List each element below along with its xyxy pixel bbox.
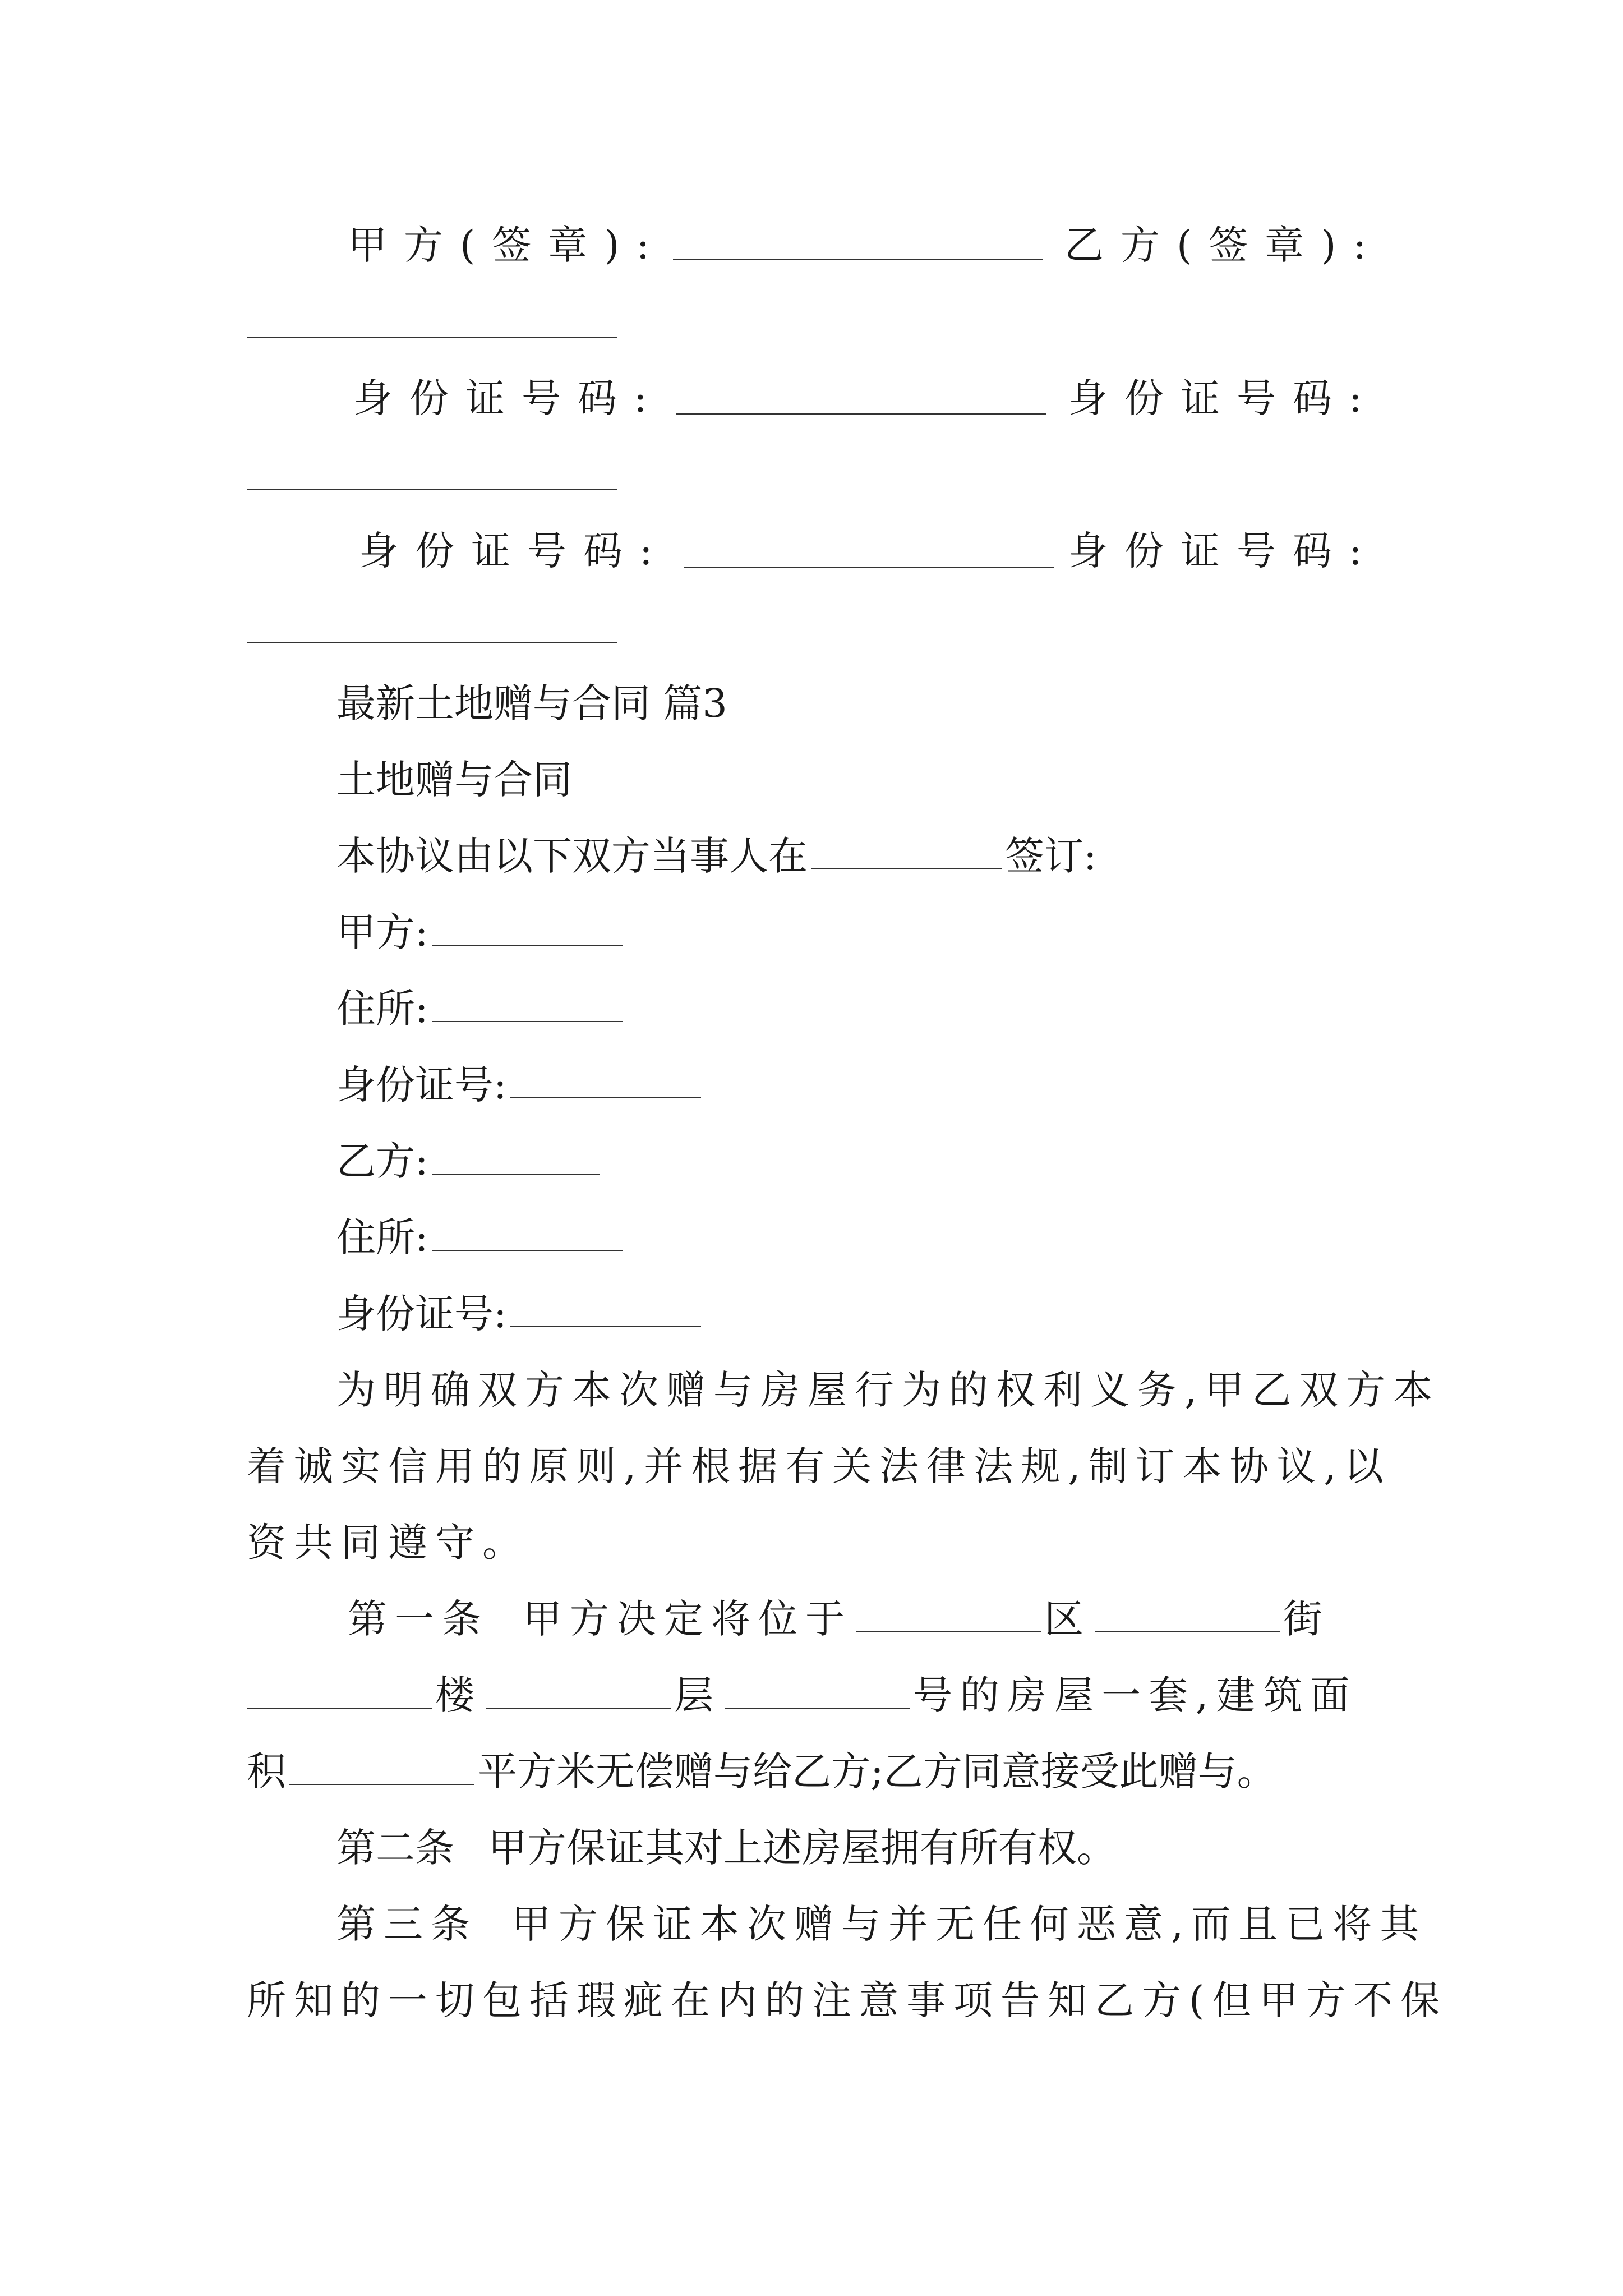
- id-blank-4: [247, 642, 617, 643]
- party-b-line: [336, 1133, 603, 1189]
- party-a-sign-label: 甲方(签章):: [348, 222, 667, 268]
- party-a-idno-label: 身份证号:: [336, 1062, 507, 1108]
- district-blank: [856, 1594, 1041, 1632]
- signing-place-blank: [811, 831, 1002, 869]
- party-a-id-line: [353, 370, 664, 426]
- party-a-address-blank: [432, 984, 623, 1022]
- party-b-address-line: [336, 1209, 626, 1266]
- party-a-address-line: [336, 981, 626, 1037]
- article1-part1: 甲方决定将位于: [523, 1596, 852, 1642]
- article2-line: [336, 1820, 1116, 1876]
- floor-blank: [725, 1671, 910, 1709]
- lane-blank: [247, 1671, 432, 1709]
- preamble-line-1: 为明确双方本次赠与房屋行为的权利义务,甲乙双方本: [336, 1367, 1441, 1413]
- party-b-signature-blank: [247, 337, 617, 338]
- id-label-3: 身份证号码:: [359, 528, 670, 574]
- building-blank: [486, 1671, 671, 1709]
- party-b-blank: [432, 1137, 600, 1175]
- article1-part2: 号的房屋一套,建筑面: [913, 1672, 1358, 1718]
- party-b-address-label: 住所:: [336, 1214, 428, 1260]
- area-prefix: 积: [247, 1749, 286, 1795]
- intro-suffix: 签订:: [1005, 833, 1097, 879]
- preamble-line-3: 资共同遵守。: [247, 1520, 529, 1566]
- party-a-label: 甲方:: [336, 909, 428, 955]
- party-a-signature-line: [348, 217, 666, 273]
- area-blank: [289, 1747, 474, 1785]
- article2-text: 甲方保证其对上述房屋拥有所有权。: [488, 1825, 1116, 1871]
- party-b-id-blank: [247, 489, 617, 490]
- party-b-address-blank: [432, 1213, 623, 1251]
- contract-title: 土地赠与合同: [336, 757, 572, 803]
- article3-text-1: 甲方保证本次赠与并无任何恶意,而且已将其: [511, 1901, 1427, 1947]
- article1-line-1: [348, 1591, 1330, 1647]
- article3-line-2: 所知的一切包括瑕疵在内的注意事项告知乙方(但甲方不保: [247, 1977, 1448, 2023]
- party-a-idno-line: [336, 1057, 704, 1113]
- party-a-address-label: 住所:: [336, 986, 428, 1032]
- party-a-line: [336, 904, 626, 960]
- party-b-idno-line: [336, 1286, 704, 1342]
- intro-prefix: 本协议由以下双方当事人在: [336, 833, 808, 879]
- intro-line: [336, 828, 1097, 884]
- article1-line-3: [247, 1743, 1276, 1800]
- article3-label: 第三条: [336, 1901, 478, 1947]
- party-b-signature-line: [1064, 217, 1383, 273]
- street-blank: [1095, 1594, 1280, 1632]
- article2-label: 第二条: [336, 1825, 454, 1871]
- party-a-signature-blank: [673, 259, 1043, 260]
- party-a-id-label: 身份证号码:: [353, 375, 664, 421]
- article3-line-1: [336, 1896, 1427, 1952]
- article1-label: 第一条: [348, 1596, 489, 1642]
- street-label: 街: [1283, 1596, 1330, 1642]
- preamble-line-2: 着诚实信用的原则,并根据有关法律法规,制订本协议,以: [247, 1443, 1391, 1489]
- floor-label: 层: [674, 1672, 721, 1718]
- district-label: 区: [1044, 1596, 1091, 1642]
- party-b-id-label: 身份证号码:: [1068, 375, 1379, 421]
- id-line-4: [1068, 523, 1379, 579]
- section-heading: 最新土地赠与合同 篇3: [336, 680, 727, 726]
- party-a-id-blank: [676, 413, 1046, 415]
- id-blank-3: [684, 567, 1054, 568]
- party-b-label: 乙方:: [336, 1138, 428, 1184]
- article1-line-2: [247, 1667, 1357, 1723]
- id-label-4: 身份证号码:: [1068, 528, 1379, 574]
- party-b-sign-label: 乙方(签章):: [1064, 222, 1384, 268]
- party-b-id-line: [1068, 370, 1379, 426]
- party-b-idno-label: 身份证号:: [336, 1291, 507, 1337]
- building-label: 楼: [435, 1672, 482, 1718]
- area-suffix: 平方米无偿赠与给乙方;乙方同意接受此赠与。: [478, 1749, 1276, 1795]
- party-a-blank: [432, 908, 623, 946]
- id-line-3: [359, 523, 670, 579]
- party-a-idno-blank: [510, 1060, 701, 1098]
- party-b-idno-blank: [510, 1289, 701, 1327]
